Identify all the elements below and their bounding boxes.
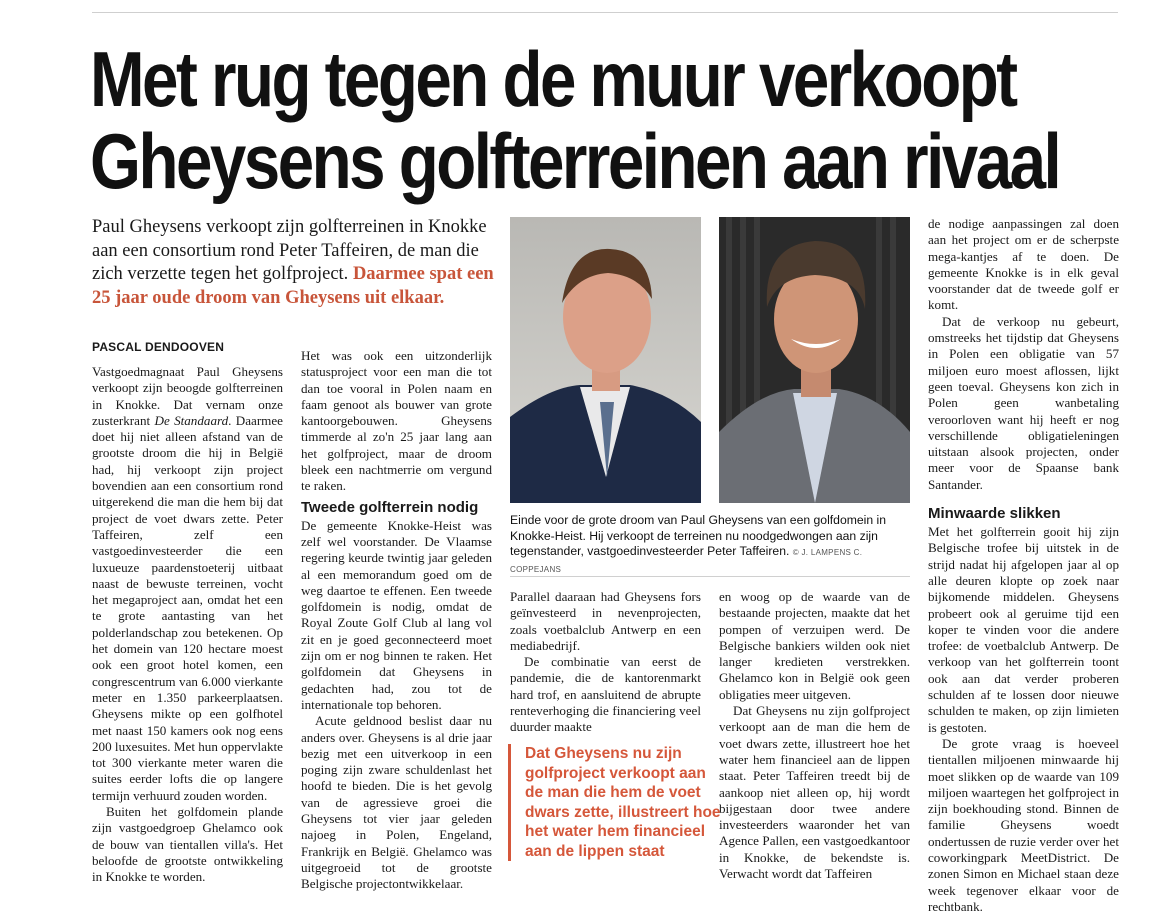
author-byline: PASCAL DENDOOVEN	[92, 340, 225, 354]
col1-text-b: . Daarmee doet hij niet alleen afstand van de grootste droom die hij in België had, hij verkoopt zijn project bovendien aan een consortium rond uitgerekend die man die hem bij dat project de voet dwars zette. Peter Taffeiren, zelf een vastgoedinvesteerder die een luxueuze paardenstoeterij uitbaat naast de bewuste terreinen, vocht het megaproject aan, omdat het een te grote aantasting van het polderlandschap zou betekenen. Op het domein van 120 hectare moest ook een groot hotel komen, een congrescentrum van 6.000 vierkante meter en 1.350 parkeerplaatsen. Gheysens mikte op een golfhotel met naast 150 kamers ook nog eens 200 luxesuites. Met hun oppervlakte tot 300 vierkante meter waren die suites eerder lofts die op langere termijn verhuurd zouden worden.	[92, 412, 283, 803]
col2-paragraph-1: Het was ook een uitzonderlijk statusproject voor een man die tot dan toe vooral in Polen naam en faam genoot als bouwer van grote kantoorgebouwen. Gheysens timmerde al zo'n 25 jaar lang aan het golfproject, maar de droom bleek een nachtmerrie om vergund te raken.	[301, 348, 492, 494]
photo-caption	[510, 513, 910, 577]
col5-paragraph-4: De grote vraag is hoeveel tientallen miljoenen minwaarde hij moet slikken op de waarde van 109 miljoen waartegen het golfproject in zijn boekhouding stond. Binnen de familie Gheysens woedt ondertussen de ruzie verder over het coworkingpark MeetDistrict. De zonen Simon en Michael staan deze week tegenover elkaar voor de rechtbank.	[928, 735, 1119, 914]
subheading-tweede-golfterrein: Tweede golfterrein nodig	[301, 498, 479, 516]
photo-peter-taffeiren	[719, 217, 910, 503]
caption-divider	[510, 576, 910, 577]
caption-text: Einde voor de grote droom van Paul Gheysens van een golfdomein in Knokke-Heist. Hij verkoopt de terreinen nu noodgedwongen aan zijn tegenstander, vastgoedinvesteerder Peter Taffeiren.	[510, 513, 887, 558]
col1-paragraph-1	[92, 364, 283, 804]
subheading-minwaarde-slikken: Minwaarde slikken	[928, 505, 1061, 523]
portrait-image	[510, 217, 701, 503]
col4-paragraph-1: en woog op de waarde van de bestaande projecten, maakte dat het pompen of verzuipen werd. De Belgische bankiers wilden ook niet langer kredieten verstrekken. Ghelamco kon in België ook geen obligaties meer uitgeven.	[719, 589, 910, 702]
col3-paragraph-2: De combinatie van eerst de pandemie, die de kantorenmarkt hard trof, en aansluitend de abrupte renteverhoging die financiering veel duurder maakte	[510, 654, 701, 735]
col2-paragraph-2: De gemeente Knokke-Heist was zelf wel voorstander. De Vlaamse regering keurde twintig jaar geleden al een memorandum goed om de weg daartoe te effenen. Een tweede golfdomein is nodig, omdat de Royal Zoute Golf Club al lang vol zit en je goed geconnecteerd moet zijn om er nog binnen te raken. Het golfdomein dat Gheysens in gedachten had, zou tot de internationale top behoren.	[301, 517, 492, 712]
article-column-3	[510, 589, 701, 736]
lead-highlight: Daarmee spat een 25 jaar oude droom van Gheysens uit elkaar.	[92, 264, 494, 308]
top-rule	[92, 12, 1118, 13]
col4-paragraph-2: Dat Gheysens nu zijn golfproject verkoopt aan de man die hem de voet dwars zette, illustreert hoe het water hem financieel aan de lippen staat. Peter Taffeiren treedt bij de aankoop niet alleen op, hij wordt bijgestaan door twee andere investeerders waaronder het van Agence Pallen, een vastgoedkantoor in Knokke, de bekendste is. Verwacht wordt dat Taffeiren	[719, 703, 910, 882]
col5-paragraph-1: de nodige aanpassingen zal doen aan het project om er de scherpste mega-kantjes af te doen. De gemeente Knokke is in elk geval voorstander dat de tweede golf er komt.	[928, 216, 1119, 313]
col5-paragraph-3: Met het golfterrein gooit hij zijn Belgische trofee bij uitstek in de strijd nadat hij afgelopen jaar al op alle deuren klopte op zoek naar bijkomende middelen. Gheysens probeert ook al geruime tijd een koper te vinden voor die andere trofee: de voetbalclub Antwerp. De verkoop van het golfterrein toont ook aan dat verder proberen schulden af te lossen door nieuwe schulden te maken, op zijn limieten is gestoten.	[928, 524, 1119, 735]
lead-text: Paul Gheysens verkoopt zijn golfterreinen in Knokke aan een consortium rond Peter Taffeiren, de man die zich verzette tegen het golfproject.	[92, 217, 487, 284]
article-column-1	[92, 364, 283, 886]
col1-text-a: Vastgoedmagnaat Paul Gheysens verkoopt zijn beoogde golfterreinen in Knokke. Dat vernam onze zusterkrant	[92, 364, 283, 428]
col3-paragraph-1: Parallel daaraan had Gheysens fors geïnvesteerd in nevenprojecten, zoals voetbalclub Antwerp en een mediabedrijf.	[510, 589, 701, 653]
col5-paragraph-2: Dat de verkoop nu gebeurt, omstreeks het tijdstip dat Gheysens in Polen een obligatie van 57 miljoen euro moest aflossen, lijkt geen toeval. Gheysens kon zich in Polen geen wanbetaling veroorloven want hij heeft er nog verschillende obligatieleningen uitstaan alsook projecten, onder meer voor de Spaanse bank Santander.	[928, 313, 1119, 492]
photo-credit: © J. LAMPENS C. COPPEJANS	[510, 548, 863, 574]
headline-line-1: Met rug tegen de muur verkoopt	[90, 35, 1016, 123]
col1-paragraph-2: Buiten het golfdomein plande zijn vastgoedgroep Ghelamco ook de bouw van tientallen villa's. Het beloofde de grootste ontwikkeling in Knokke te worden.	[92, 804, 283, 885]
article-column-5	[928, 216, 1119, 915]
col2-paragraph-3: Acute geldnood beslist daar nu anders over. Gheysens is al drie jaar bezig met een uitverkoop in een poging zijn zware schuldenlast het hoofd te bieden. Die is het gevolg van de agressieve groei die Gheysens tot vier jaar geleden najoeg in Polen, Engeland, Frankrijk en België. Ghelamco was uitgegroeid tot de grootste Belgische projectontwikkelaar.	[301, 713, 492, 892]
portrait-image	[719, 217, 910, 503]
headline-line-2: Gheysens golfterreinen aan rivaal	[90, 117, 1060, 205]
col1-source-name: De Standaard	[154, 412, 229, 428]
article-column-2	[301, 348, 492, 893]
photo-paul-gheysens	[510, 217, 701, 503]
headline	[90, 35, 1060, 205]
pull-quote: Dat Gheysens nu zijn golfproject verkoopt aan de man die hem de voet dwars zette, illustreert hoe het water hem financieel aan de lippen staat	[508, 744, 723, 861]
lead-paragraph	[92, 216, 502, 310]
article-column-4	[719, 589, 910, 882]
